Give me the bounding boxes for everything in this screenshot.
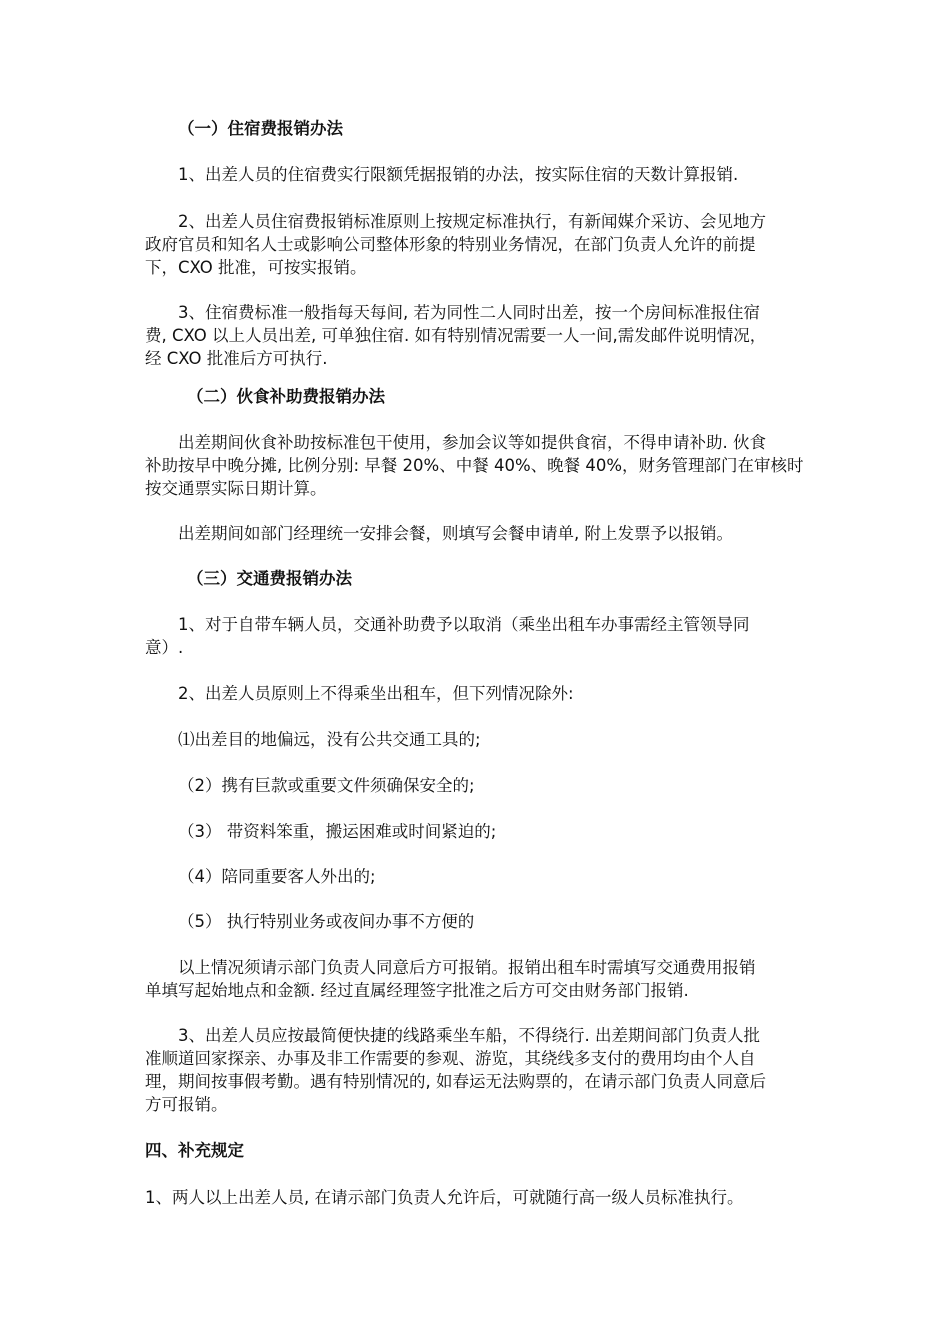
paragraph-line: 1、出差人员的住宿费实行限额凭据报销的办法，按实际住宿的天数计算报销. [178,165,739,184]
paragraph-line: 单填写起始地点和金额. 经过直属经理签字批准之后方可交由财务部门报销. [145,981,689,1000]
paragraph-line: 以上情况须请示部门负责人同意后方可报销。报销出租车时需填写交通费用报销 [178,958,756,977]
paragraph-line: 意）. [145,638,184,657]
section-heading-supplement: 四、补充规定 [145,1141,244,1160]
paragraph-line: 准顺道回家探亲、办事及非工作需要的参观、游览，其绕线多支付的费用均由个人自 [145,1049,756,1068]
list-item: （5） 执行特别业务或夜间办事不方便的 [178,912,475,931]
paragraph-line: 3、住宿费标准一般指每天每间, 若为同性二人同时出差，按一个房间标准报住宿 [178,303,760,322]
paragraph-line: 1、对于自带车辆人员，交通补助费予以取消（乘坐出租车办事需经主管领导同 [178,615,750,634]
paragraph-line: 经 CXO 批准后方可执行. [145,349,328,368]
paragraph-line: 按交通票实际日期计算。 [145,479,327,498]
list-item: ⑴出差目的地偏远，没有公共交通工具的; [178,730,481,749]
paragraph-line: 3、出差人员应按最简便快捷的线路乘坐车船，不得绕行. 出差期间部门负责人批 [178,1026,760,1045]
list-item: （3） 带资料笨重，搬运困难或时间紧迫的; [178,822,497,841]
section-heading-meals: （二）伙食补助费报销办法 [187,387,385,406]
paragraph-line: 出差期间伙食补助按标准包干使用，参加会议等如提供食宿，不得申请补助. 伙食 [178,433,766,452]
paragraph-line: 方可报销。 [145,1095,228,1114]
paragraph-line: 2、出差人员原则上不得乘坐出租车，但下列情况除外: [178,684,574,703]
section-heading-transport: （三）交通费报销办法 [187,569,352,588]
paragraph-line: 补助按早中晚分摊, 比例分别: 早餐 20%、中餐 40%、晚餐 40%，财务管理部门在审核时 [145,456,804,475]
list-item: （2）携有巨款或重要文件须确保安全的; [178,776,475,795]
paragraph-line: 政府官员和知名人士或影响公司整体形象的特别业务情况，在部门负责人允许的前提 [145,235,756,254]
section-heading-lodging: （一）住宿费报销办法 [178,119,343,138]
paragraph-line: 理，期间按事假考勤。遇有特别情况的, 如春运无法购票的，在请示部门负责人同意后 [145,1072,766,1091]
list-item: （4）陪同重要客人外出的; [178,867,376,886]
paragraph-line: 费, CXO 以上人员出差, 可单独住宿. 如有特别情况需要一人一间,需发邮件说明情况， [145,326,767,345]
paragraph-line: 出差期间如部门经理统一安排会餐，则填写会餐申请单, 附上发票予以报销。 [178,524,733,543]
paragraph-line: 2、出差人员住宿费报销标准原则上按规定标准执行，有新闻媒介采访、会见地方 [178,212,766,231]
paragraph-line: 1、两人以上出差人员, 在请示部门负责人允许后，可就随行高一级人员标准执行。 [145,1188,744,1207]
paragraph-line: 下，CXO 批准，可按实报销。 [145,258,367,277]
